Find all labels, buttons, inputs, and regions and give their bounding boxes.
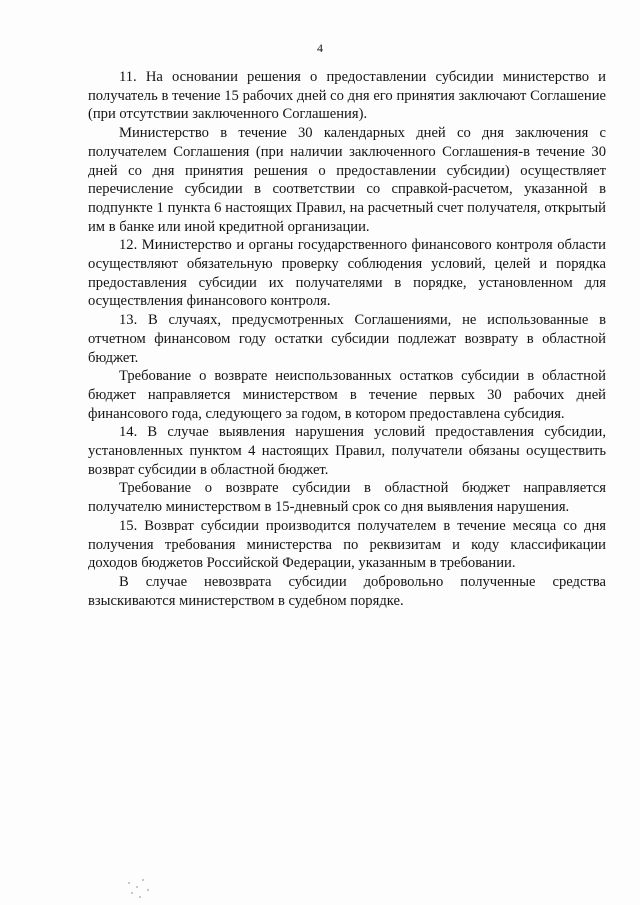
- page-number: 4: [317, 41, 323, 55]
- paragraph-14-requirement: Требование о возврате субсидии в областной бюджет направляется получателю министерством в 15-дневный срок со дня выявления нарушения.: [88, 480, 606, 516]
- document-body: [88, 68, 606, 610]
- paragraph-11-transfer: Министерство в течение 30 календарных дней со дня заключения с получателем Соглашения (при наличии заключенного Соглашения-в течение 30 дней со дня принятия решения о предоставлении субсидии) осуществляет перечисление субсидии в соответствии со справкой-расчетом, указанной в подпункте 1 пункта 6 настоящих Правил, на расчетный счет получателя, открытый им в банке или иной кредитной организации.: [88, 125, 606, 235]
- paragraph-13: 13. В случаях, предусмотренных Соглашениями, не использованные в отчетном финансовом году остатки субсидии подлежат возврату в областной бюджет.: [88, 312, 606, 366]
- paragraph-12: 12. Министерство и органы государственного финансового контроля области осуществляют обязательную проверку соблюдения условий, целей и порядка предоставления субсидии их получателями в порядке, установленном для осуществления финансового контроля.: [88, 237, 606, 310]
- paragraph-15: 15. Возврат субсидии производится получателем в течение месяца со дня получения требования министерства по реквизитам и коду классификации доходов бюджетов Российской Федерации, указанным в требовании.: [88, 517, 606, 572]
- paragraph-15-recovery: В случае невозврата субсидии добровольно полученные средства взыскиваются министерством в судебном порядке.: [88, 573, 606, 609]
- paragraph-14: 14. В случае выявления нарушения условий предоставления субсидии, установленных пунктом 4 настоящих Правил, получатели обязаны осуществить возврат субсидии в областной бюджет.: [88, 424, 606, 478]
- paragraph-13-requirement: Требование о возврате неиспользованных остатков субсидии в областной бюджет направляется министерством в течение первых 30 рабочих дней финансового года, следующего за годом, в котором предоставлена субсидия.: [88, 368, 606, 422]
- paragraph-11: 11. На основании решения о предоставлении субсидии министерство и получатель в течение 15 рабочих дней со дня его принятия заключают Соглашение (при отсутствии заключенного Соглашения).: [88, 69, 606, 123]
